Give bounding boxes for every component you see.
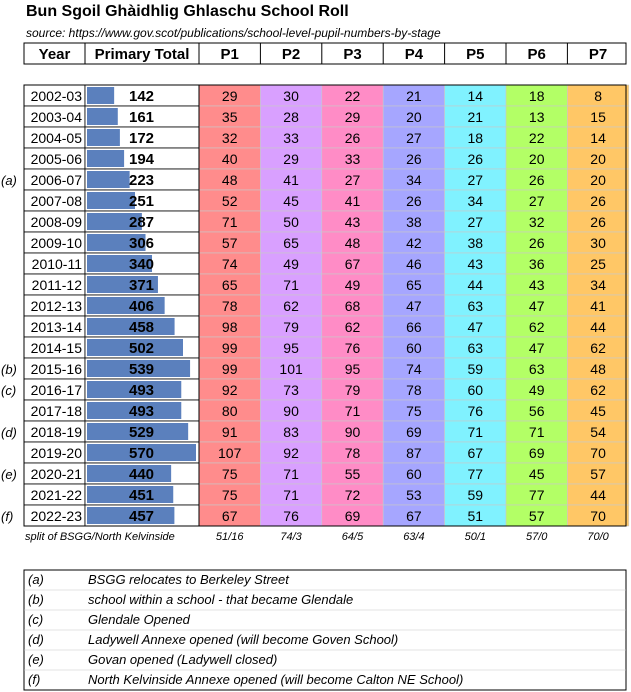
split-value: 74/3	[280, 531, 302, 543]
note-text: Glendale Opened	[88, 612, 190, 627]
total-bar	[87, 108, 118, 125]
stage-value: 63	[467, 298, 484, 314]
stage-value: 47	[467, 319, 484, 335]
stage-value: 33	[283, 130, 299, 146]
stage-value: 91	[221, 424, 238, 440]
total-value: 502	[129, 340, 155, 357]
stage-value: 48	[590, 361, 606, 377]
stage-value: 65	[221, 277, 238, 293]
year-label: 2014-15	[30, 340, 82, 356]
stage-value: 30	[590, 235, 606, 251]
note-mark: (a)	[28, 572, 44, 587]
split-value: 70/0	[587, 531, 609, 543]
year-label: 2015-16	[30, 361, 82, 377]
total-bar	[87, 150, 124, 167]
note-mark: (f)	[28, 672, 41, 687]
stage-value: 77	[467, 466, 484, 482]
note-text: BSGG relocates to Berkeley Street	[88, 572, 289, 587]
stage-value: 15	[590, 109, 606, 125]
stage-value: 36	[528, 256, 545, 272]
stage-value: 76	[344, 340, 361, 356]
stage-value: 99	[221, 340, 238, 356]
stage-value: 41	[344, 193, 361, 209]
stage-value: 38	[406, 214, 422, 230]
stage-value: 49	[283, 256, 299, 272]
year-label: 2010-11	[31, 256, 82, 272]
header-p4: P4	[404, 46, 424, 63]
stage-value: 70	[590, 508, 606, 524]
stage-value: 46	[406, 256, 422, 272]
total-value: 493	[129, 403, 155, 420]
stage-value: 48	[344, 235, 361, 251]
stage-value: 28	[283, 109, 299, 125]
total-value: 440	[129, 466, 155, 483]
row-mark: (a)	[1, 173, 17, 188]
total-value: 458	[129, 319, 155, 336]
stage-value: 27	[344, 172, 361, 188]
stage-value: 57	[528, 508, 545, 524]
stage-value: 22	[344, 88, 361, 104]
stage-value: 74	[406, 361, 422, 377]
stage-value: 76	[283, 508, 299, 524]
row-mark: (c)	[1, 383, 17, 398]
stage-value: 79	[344, 382, 361, 398]
stage-value: 70	[590, 445, 606, 461]
stage-value: 90	[283, 403, 299, 419]
split-value: 51/16	[215, 531, 244, 543]
note-text: school within a school - that became Glendale	[88, 592, 354, 607]
stage-value: 22	[528, 130, 545, 146]
stage-value: 99	[221, 361, 238, 377]
year-label: 2018-19	[30, 424, 82, 440]
stage-value: 26	[344, 130, 361, 146]
total-value: 194	[129, 151, 155, 168]
stage-value: 29	[221, 88, 238, 104]
stage-value: 62	[590, 340, 606, 356]
row-mark: (f)	[1, 509, 14, 524]
header-year: Year	[38, 46, 71, 63]
stage-value: 14	[590, 130, 606, 146]
stage-value: 98	[221, 319, 238, 335]
stage-value: 71	[221, 214, 238, 230]
year-label: 2012-13	[30, 298, 82, 314]
total-value: 371	[129, 277, 155, 294]
stage-value: 67	[406, 508, 422, 524]
stage-value: 95	[344, 361, 361, 377]
row-mark: (b)	[1, 362, 17, 377]
stage-value: 26	[406, 151, 422, 167]
stage-value: 78	[344, 445, 361, 461]
header-p2: P2	[281, 46, 301, 63]
note-mark: (b)	[28, 592, 44, 607]
stage-value: 63	[467, 340, 484, 356]
note-row	[24, 650, 626, 670]
stage-value: 20	[406, 109, 422, 125]
year-label: 2003-04	[30, 109, 82, 125]
stage-value: 26	[590, 193, 606, 209]
total-value: 539	[129, 361, 155, 378]
total-value: 172	[129, 130, 155, 147]
stage-value: 101	[279, 361, 303, 377]
stage-value: 53	[406, 487, 422, 503]
stage-value: 60	[406, 466, 422, 482]
year-label: 2006-07	[30, 172, 82, 188]
stage-value: 65	[406, 277, 422, 293]
stage-value: 73	[283, 382, 299, 398]
stage-value: 92	[283, 445, 299, 461]
total-bar	[87, 87, 114, 104]
stage-value: 27	[406, 130, 422, 146]
stage-value: 71	[283, 466, 299, 482]
note-row	[24, 670, 626, 690]
stage-value: 45	[528, 466, 545, 482]
stage-value: 44	[590, 487, 606, 503]
total-value: 451	[129, 487, 155, 504]
stage-value: 59	[467, 361, 484, 377]
year-label: 2013-14	[30, 319, 82, 335]
total-value: 287	[129, 214, 155, 231]
year-label: 2020-21	[30, 466, 82, 482]
stage-value: 49	[528, 382, 545, 398]
total-value: 406	[129, 298, 155, 315]
stage-value: 71	[283, 277, 299, 293]
split-label: split of BSGG/North Kelvinside	[25, 531, 175, 543]
note-row	[24, 570, 626, 590]
stage-value: 29	[283, 151, 299, 167]
stage-value: 20	[528, 151, 545, 167]
stage-value: 56	[528, 403, 545, 419]
year-label: 2008-09	[30, 214, 82, 230]
stage-value: 62	[528, 319, 545, 335]
total-bar	[87, 192, 135, 209]
stage-value: 80	[221, 403, 238, 419]
source-line: source: https://www.gov.scot/publications/school-level-pupil-numbers-by-stage	[26, 26, 441, 40]
stage-value: 32	[221, 130, 238, 146]
stage-value: 92	[221, 382, 238, 398]
stage-value: 26	[590, 214, 606, 230]
stage-value: 32	[528, 214, 545, 230]
stage-value: 67	[467, 445, 484, 461]
total-value: 340	[129, 256, 155, 273]
stage-value: 57	[590, 466, 606, 482]
year-label: 2011-12	[31, 277, 82, 293]
stage-value: 47	[528, 298, 545, 314]
note-text: Govan opened (Ladywell closed)	[88, 652, 278, 667]
stage-value: 67	[221, 508, 238, 524]
split-value: 64/5	[341, 531, 364, 543]
stage-value: 78	[221, 298, 238, 314]
total-value: 457	[129, 508, 155, 525]
total-bar	[87, 129, 120, 146]
stage-value: 26	[467, 151, 484, 167]
note-mark: (c)	[28, 612, 44, 627]
stage-value: 8	[594, 88, 602, 104]
stage-value: 26	[528, 172, 545, 188]
stage-value: 43	[344, 214, 361, 230]
total-value: 142	[129, 88, 155, 105]
stage-value: 60	[467, 382, 484, 398]
year-label: 2016-17	[30, 382, 82, 398]
header-p1: P1	[220, 46, 239, 63]
note-row	[24, 590, 626, 610]
stage-value: 20	[590, 172, 606, 188]
stage-value: 76	[467, 403, 484, 419]
stage-value: 68	[344, 298, 361, 314]
stage-value: 43	[528, 277, 545, 293]
stage-value: 62	[283, 298, 299, 314]
stage-value: 41	[283, 172, 299, 188]
stage-value: 34	[467, 193, 484, 209]
stage-value: 47	[528, 340, 545, 356]
year-label: 2021-22	[30, 487, 82, 503]
stage-value: 79	[283, 319, 299, 335]
stage-value: 90	[344, 424, 361, 440]
stage-value: 69	[406, 424, 422, 440]
stage-value: 75	[221, 466, 238, 482]
split-value: 63/4	[403, 531, 425, 543]
stage-value: 83	[283, 424, 299, 440]
stage-value: 69	[528, 445, 545, 461]
stage-value: 50	[283, 214, 299, 230]
split-value: 50/1	[464, 531, 487, 543]
stage-value: 67	[344, 256, 361, 272]
row-mark: (d)	[1, 425, 17, 440]
stage-value: 14	[467, 88, 484, 104]
stage-value: 38	[467, 235, 484, 251]
total-value: 493	[129, 382, 155, 399]
year-label: 2005-06	[30, 151, 82, 167]
stage-value: 49	[344, 277, 361, 293]
stage-value: 71	[283, 487, 299, 503]
header-p6: P6	[527, 46, 546, 63]
stage-value: 30	[283, 88, 299, 104]
total-value: 251	[129, 193, 155, 210]
stage-value: 107	[218, 445, 242, 461]
stage-value: 27	[467, 214, 484, 230]
stage-value: 33	[344, 151, 361, 167]
stage-value: 71	[528, 424, 545, 440]
stage-value: 59	[467, 487, 484, 503]
note-text: North Kelvinside Annexe opened (will become Calton NE School)	[88, 672, 464, 687]
stage-value: 72	[344, 487, 361, 503]
stage-value: 18	[528, 88, 545, 104]
year-label: 2019-20	[30, 445, 82, 461]
stage-value: 27	[528, 193, 545, 209]
year-label: 2002-03	[30, 88, 82, 104]
stage-value: 34	[406, 172, 422, 188]
stage-value: 77	[528, 487, 545, 503]
stage-value: 57	[221, 235, 238, 251]
stage-value: 13	[528, 109, 545, 125]
stage-value: 78	[406, 382, 422, 398]
stage-value: 75	[221, 487, 238, 503]
stage-value: 87	[406, 445, 422, 461]
stage-value: 43	[467, 256, 484, 272]
chart-title: Bun Sgoil Ghàidhlig Ghlaschu School Roll	[26, 3, 349, 20]
stage-value: 44	[467, 277, 484, 293]
stage-value: 48	[221, 172, 238, 188]
stage-value: 41	[590, 298, 606, 314]
stage-value: 21	[467, 109, 484, 125]
stage-value: 62	[344, 319, 361, 335]
stage-value: 69	[344, 508, 361, 524]
note-mark: (d)	[28, 632, 44, 647]
stage-value: 18	[467, 130, 484, 146]
header-p3: P3	[343, 46, 362, 63]
stage-value: 35	[221, 109, 238, 125]
stage-value: 26	[528, 235, 545, 251]
header-primary-total: Primary Total	[94, 46, 190, 63]
stage-value: 63	[528, 361, 545, 377]
stage-value: 54	[590, 424, 606, 440]
total-value: 306	[129, 235, 155, 252]
stage-value: 65	[283, 235, 299, 251]
stage-value: 60	[406, 340, 422, 356]
year-label: 2007-08	[30, 193, 82, 209]
note-mark: (e)	[28, 652, 44, 667]
total-value: 529	[129, 424, 155, 441]
stage-value: 27	[467, 172, 484, 188]
note-row	[24, 630, 626, 650]
total-bar	[87, 171, 130, 188]
stage-value: 95	[283, 340, 299, 356]
stage-value: 45	[590, 403, 606, 419]
note-text: Ladywell Annexe opened (will become Goven School)	[88, 632, 399, 647]
total-value: 161	[129, 109, 155, 126]
stage-value: 75	[406, 403, 422, 419]
stage-value: 21	[406, 88, 422, 104]
stage-value: 34	[590, 277, 606, 293]
header-p7: P7	[588, 46, 608, 63]
header-p5: P5	[466, 46, 485, 63]
note-row	[24, 610, 626, 630]
stage-value: 71	[467, 424, 484, 440]
stage-value: 40	[221, 151, 238, 167]
year-label: 2017-18	[30, 403, 82, 419]
stage-value: 20	[590, 151, 606, 167]
stage-value: 71	[344, 403, 361, 419]
stage-value: 25	[590, 256, 606, 272]
split-value: 57/0	[525, 531, 548, 543]
stage-value: 51	[467, 508, 484, 524]
row-mark: (e)	[1, 467, 17, 482]
stage-value: 26	[406, 193, 422, 209]
stage-value: 55	[344, 466, 361, 482]
stage-value: 66	[406, 319, 422, 335]
total-value: 570	[129, 445, 155, 462]
year-label: 2004-05	[30, 130, 82, 146]
total-value: 223	[129, 172, 155, 189]
stage-value: 74	[221, 256, 238, 272]
year-label: 2022-23	[30, 508, 82, 524]
stage-value: 47	[406, 298, 422, 314]
stage-value: 45	[283, 193, 299, 209]
stage-value: 62	[590, 382, 606, 398]
stage-value: 42	[406, 235, 422, 251]
stage-value: 52	[221, 193, 238, 209]
year-label: 2009-10	[30, 235, 82, 251]
stage-value: 29	[344, 109, 361, 125]
stage-value: 44	[590, 319, 606, 335]
